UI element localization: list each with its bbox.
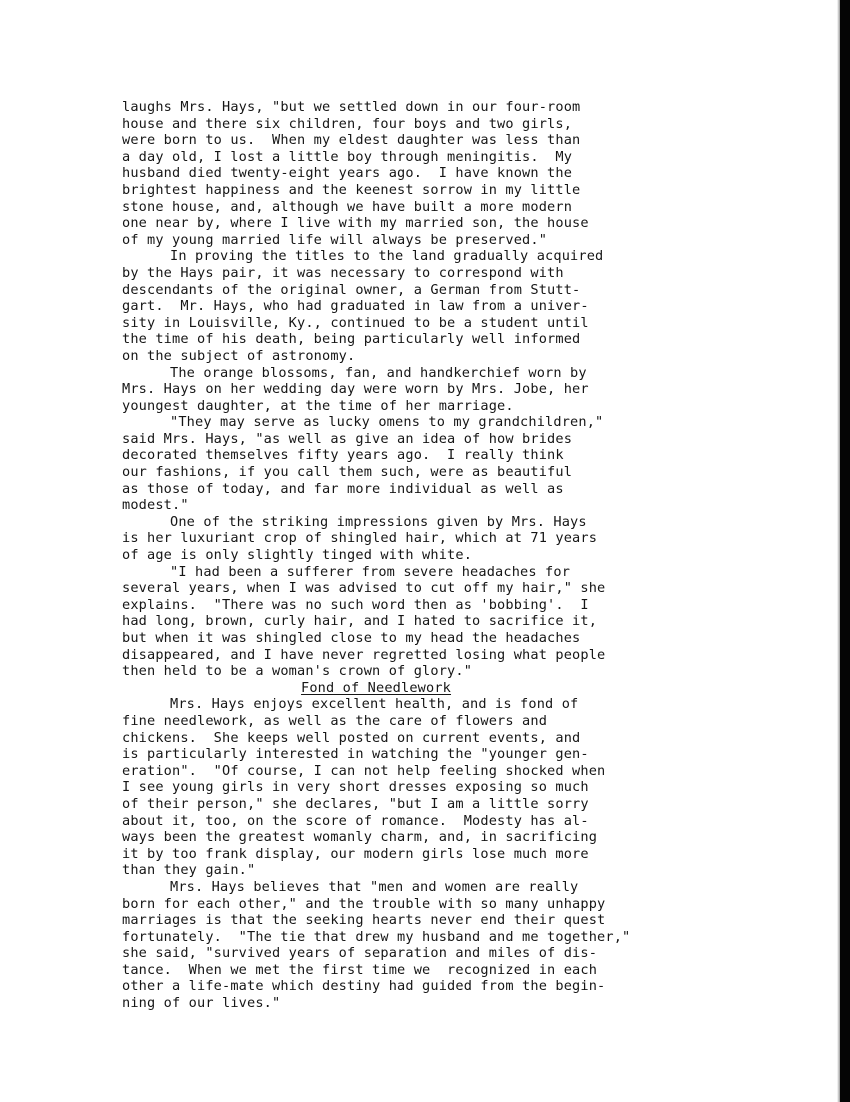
text-line: disappeared, and I have never regretted losing what people <box>122 646 606 663</box>
text-line: a day old, I lost a little boy through meningitis. My <box>122 148 573 165</box>
text-line: born for each other," and the trouble with so many unhappy <box>122 895 606 912</box>
text-line: stone house, and, although we have built a more modern <box>122 198 573 215</box>
text-line: gart. Mr. Hays, who had graduated in law from a univer- <box>122 298 589 315</box>
text-line: it by too frank display, our modern girls lose much more <box>122 845 589 862</box>
text-line: one near by, where I live with my married son, the house <box>122 215 589 232</box>
text-line: youngest daughter, at the time of her marriage. <box>122 397 514 414</box>
paragraph-start-line: Mrs. Hays enjoys excellent health, and is fond of <box>170 696 579 713</box>
text-line: had long, brown, curly hair, and I hated to sacrifice it, <box>122 613 598 630</box>
text-line: but when it was shingled close to my head the headaches <box>122 630 581 646</box>
text-line: laughs Mrs. Hays, "but we settled down in our four-room <box>122 99 581 115</box>
paragraph-start-line: The orange blossoms, fan, and handkerchief worn by <box>170 364 587 381</box>
text-line: by the Hays pair, it was necessary to correspond with <box>122 264 564 281</box>
text-line: of age is only slightly tinged with white. <box>122 547 473 564</box>
text-line: marriages is that the seeking hearts never end their quest <box>122 912 606 929</box>
text-line: husband died twenty-eight years ago. I have known the <box>122 165 573 182</box>
scan-border <box>840 0 850 1102</box>
text-line: about it, too, on the score of romance. Modesty has al- <box>122 812 589 829</box>
text-line: ning of our lives." <box>122 995 281 1012</box>
text-line: several years, when I was advised to cut off my hair," she <box>122 580 606 597</box>
paragraph-start-line: In proving the titles to the land gradually acquired <box>170 248 604 265</box>
text-line: were born to us. When my eldest daughter was less than <box>122 132 581 149</box>
section-heading-text: Fond of Needlework <box>301 679 452 696</box>
text-line: of my young married life will always be preserved." <box>122 231 548 248</box>
text-line: tance. When we met the first time we recognized in each <box>122 961 598 978</box>
text-line: fortunately. "The tie that drew my husband and me together," <box>122 928 631 945</box>
text-line: descendants of the original owner, a German from Stutt- <box>122 281 581 298</box>
text-line: other a life-mate which destiny had guided from the begin- <box>122 978 606 995</box>
text-line: house and there six children, four boys and two girls, <box>122 115 573 132</box>
paragraph-start-line: "They may serve as lucky omens to my grandchildren," <box>170 414 604 431</box>
text-line: said Mrs. Hays, "as well as give an idea of how brides <box>122 430 573 447</box>
text-line: of their person," she declares, "but I am a little sorry <box>122 795 589 812</box>
text-line: explains. "There was no such word then as 'bobbing'. I <box>122 596 589 613</box>
text-line: sity in Louisville, Ky., continued to be a student until <box>122 314 589 331</box>
text-line: as those of today, and far more individual as well as <box>122 480 564 497</box>
text-line: decorated themselves fifty years ago. I really think <box>122 447 564 464</box>
text-line: modest." <box>122 497 189 514</box>
paragraph-start-line: Mrs. Hays believes that "men and women are really <box>170 878 579 895</box>
text-line: on the subject of astronomy. <box>122 347 356 364</box>
typewritten-page <box>122 99 722 1012</box>
text-line: our fashions, if you call them such, were as beautiful <box>122 464 573 481</box>
text-line: she said, "survived years of separation and miles of dis- <box>122 945 598 962</box>
text-line: chickens. She keeps well posted on current events, and <box>122 729 581 746</box>
text-line: eration". "Of course, I can not help feeling shocked when <box>122 762 606 779</box>
paragraph-start-line: One of the striking impressions given by Mrs. Hays <box>170 513 587 530</box>
text-line: than they gain." <box>122 862 256 879</box>
text-line: is her luxuriant crop of shingled hair, which at 71 years <box>122 530 598 547</box>
text-line: the time of his death, being particularly well informed <box>122 331 581 348</box>
text-line: is particularly interested in watching the "younger gen- <box>122 746 589 763</box>
text-line: I see young girls in very short dresses exposing so much <box>122 779 589 796</box>
paragraph-start-line: "I had been a sufferer from severe headaches for <box>170 563 571 580</box>
text-line: Mrs. Hays on her wedding day were worn by Mrs. Jobe, her <box>122 381 589 398</box>
section-heading <box>122 680 722 697</box>
text-line: fine needlework, as well as the care of flowers and <box>122 712 548 729</box>
text-line: ways been the greatest womanly charm, and, in sacrificing <box>122 829 598 846</box>
text-line: brightest happiness and the keenest sorrow in my little <box>122 181 581 198</box>
text-line: then held to be a woman's crown of glory." <box>122 663 473 680</box>
